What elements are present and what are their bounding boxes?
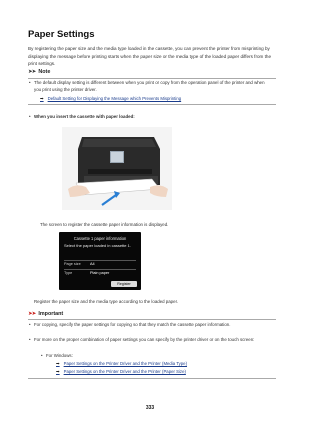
intro-paragraph: By registering the paper size and the media type loaded in the cassette, you can prevent the printer from misprinting by displaying the message before printing starts when the paper size or the media type of the loaded paper differs from the print settings. <box>28 46 272 67</box>
page-title: Paper Settings <box>28 29 95 40</box>
step-heading: • When you insert the cassette with paper loaded: <box>34 113 272 120</box>
paper-size-link[interactable] <box>56 368 186 375</box>
register-instruction: Register the paper size and the media type according to the loaded paper. <box>34 299 179 304</box>
lcd-message: Select the paper loaded in cassette 1. <box>64 243 131 248</box>
printer-cassette-illustration <box>62 127 172 210</box>
note-heading <box>28 69 50 75</box>
page-number: 333 <box>145 405 155 411</box>
paper-size-link-text[interactable]: Paper Settings on the Printer Driver and the Printer (Paper Size) <box>63 369 186 374</box>
note-bottom-divider <box>28 104 276 105</box>
important-top-divider <box>28 319 276 320</box>
lcd-row-page-size[interactable] <box>64 260 136 268</box>
important-bullet-combination: • For more on the proper combination of paper settings you can specify by the printer driver or on the touch screen: <box>34 336 272 343</box>
media-type-link-text[interactable]: Paper Settings on the Printer Driver and the Printer (Media Type) <box>63 361 188 366</box>
windows-subitem: • For Windows: <box>46 352 266 359</box>
note-link[interactable] <box>40 95 181 102</box>
important-bullet-copy: • For copying, specify the paper settings for copying so that they match the cassette paper information. <box>34 321 272 328</box>
important-heading-label: Important <box>38 311 64 317</box>
lcd-row-type[interactable] <box>64 269 136 277</box>
step-caption: The screen to register the cassette paper information is displayed. <box>40 222 169 227</box>
media-type-link[interactable] <box>56 360 187 367</box>
important-arrow-icon: ➤➤ <box>28 311 36 317</box>
important-heading <box>28 311 63 317</box>
note-bullet: • The default display setting is different between when you print or copy from the operation panel of the printer and when you print using the printer driver. <box>34 79 272 94</box>
touch-screen-display <box>59 232 141 290</box>
lcd-title: Cassette 1 paper information <box>73 236 127 241</box>
lcd-row-label: Type <box>64 271 73 275</box>
note-arrow-icon: ➤➤ <box>28 69 36 75</box>
lcd-row-value: A4 <box>90 262 95 266</box>
link-arrow-icon: ➡ <box>56 369 60 374</box>
important-bottom-divider <box>28 378 276 379</box>
lcd-row-value: Plain paper <box>90 271 110 275</box>
lcd-row-label: Page size <box>64 262 81 266</box>
note-heading-label: Note <box>38 69 51 75</box>
link-arrow-icon: ➡ <box>40 96 44 101</box>
register-button[interactable]: Register <box>111 281 137 287</box>
printer-illustration-svg <box>62 127 172 210</box>
link-arrow-icon: ➡ <box>56 361 60 366</box>
note-link-text[interactable]: Default Setting for Displaying the Message which Prevents Misprinting <box>47 96 182 101</box>
